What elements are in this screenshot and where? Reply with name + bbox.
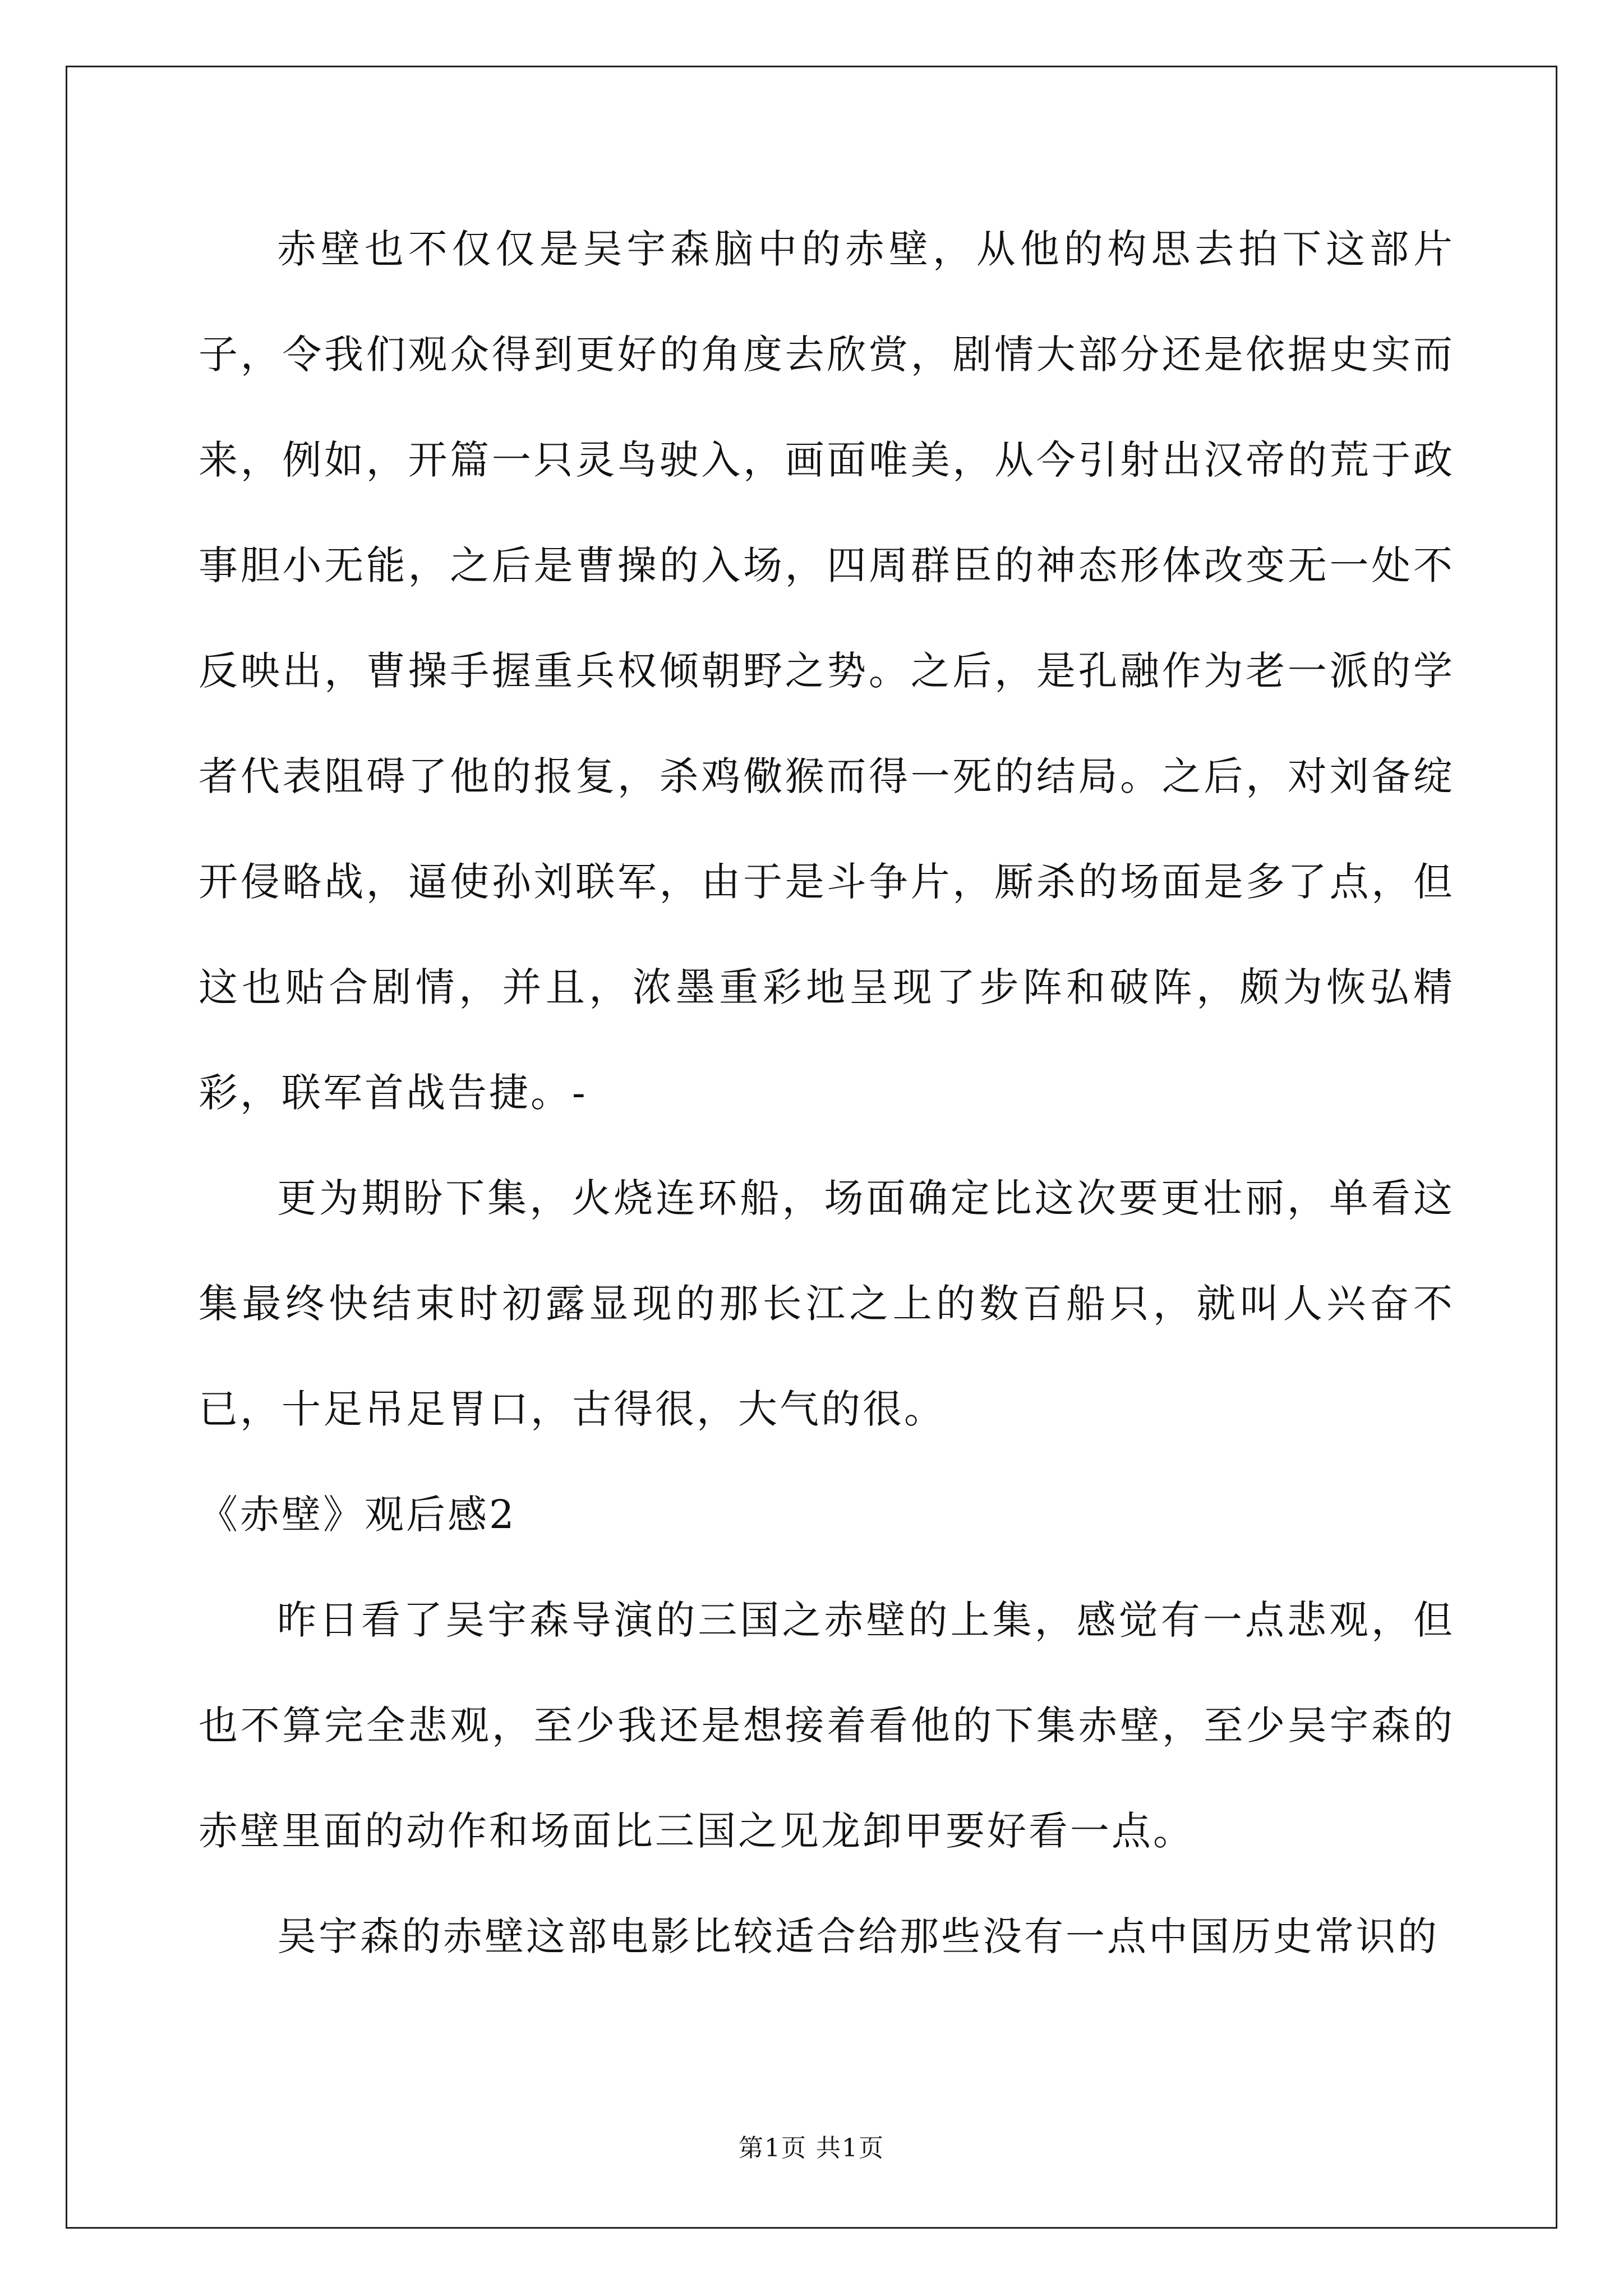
paragraph-3: 昨日看了吴宇森导演的三国之赤壁的上集，感觉有一点悲观，但也不算完全悲观，至少我还是想接着看他的下集赤壁，至少吴宇森的赤壁里面的动作和场面比三国之见龙卸甲要好看一点。 — [199, 1597, 1455, 1854]
section-title: 《赤壁》观后感2 — [199, 1492, 517, 1538]
page-footer: 第1页 共1页 — [739, 2134, 884, 2162]
paragraph-4: 吴宇森的赤壁这部电影比较适合给那些没有一点中国历史常识的 — [277, 1913, 1439, 1959]
document-body — [199, 196, 1455, 1989]
paragraph-1: 赤壁也不仅仅是吴宇森脑中的赤壁，从他的构思去拍下这部片子，令我们观众得到更好的角度去欣赏，剧情大部分还是依据史实而来，例如，开篇一只灵鸟驶入，画面唯美，从今引射出汉帝的荒于政事胆小无能，之后是曹操的入场，四周群臣的神态形体改变无一处不反映出，曹操手握重兵权倾朝野之势。之后，是孔融作为老一派的学者代表阻碍了他的报复，杀鸡儆猴而得一死的结局。之后，对刘备绽开侵略战，逼使孙刘联军，由于是斗争片，厮杀的场面是多了点，但这也贴合剧情，并且，浓墨重彩地呈现了步阵和破阵，颇为恢弘精彩，联军首战告捷。- — [199, 226, 1455, 1116]
paragraph-2: 更为期盼下集，火烧连环船，场面确定比这次要更壮丽，单看这集最终快结束时初露显现的那长江之上的数百船只，就叫人兴奋不已，十足吊足胃口，古得很，大气的很。 — [199, 1175, 1455, 1432]
